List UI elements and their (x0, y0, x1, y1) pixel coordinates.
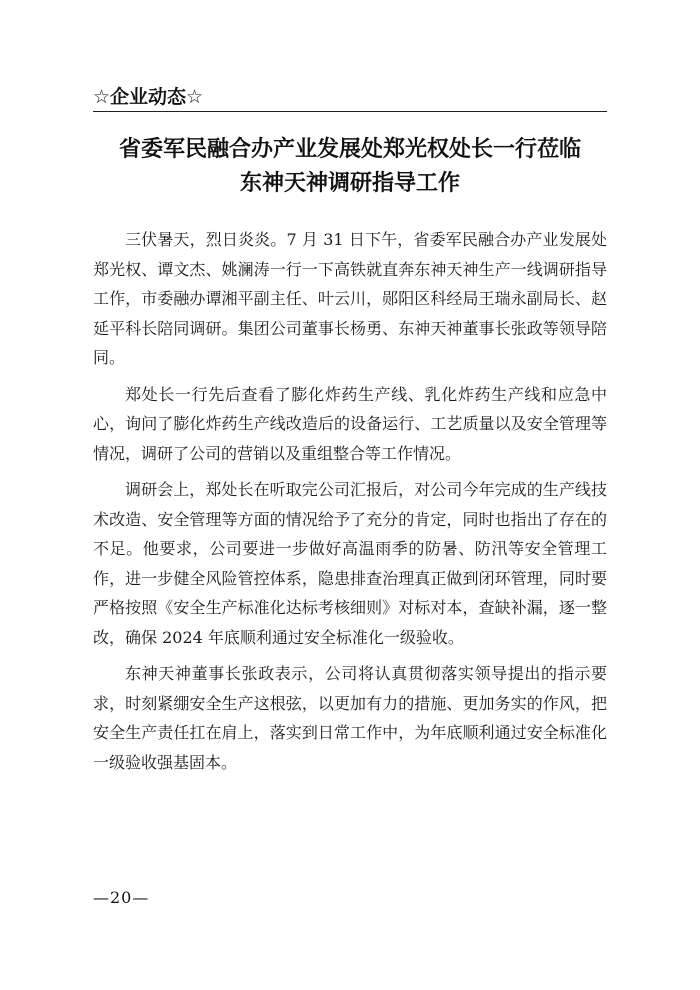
paragraph-3: 调研会上，郑处长在听取完公司汇报后，对公司今年完成的生产线技术改造、安全管理等方面的情况给予了充分的肯定，同时也指出了存在的不足。他要求，公司要进一步做好高温雨季的防暑、防汛等安全管理工作，进一步健全风险管控体系，隐患排查治理真正做到闭环管理，同时要严格按照《安全生产标准化达标考核细则》对标对本，查缺补漏，逐一整改，确保 2024 年底顺利通过安全标准化一级验收。 (93, 480, 607, 647)
page-number: —20— (93, 888, 150, 907)
article-title-line-1: 省委军民融合办产业发展处郑光权处长一行莅临 (118, 137, 581, 162)
paragraph-2: 郑处长一行先后查看了膨化炸药生产线、乳化炸药生产线和应急中心，询问了膨化炸药生产线改造后的设备运行、工艺质量以及安全管理等情况，调研了公司的营销以及重组整合等工作情况。 (93, 384, 607, 463)
article-title (93, 133, 607, 201)
paragraph-4: 东神天神董事长张政表示，公司将认真贯彻落实领导提出的指示要求，时刻紧绷安全生产这根弦，以更加有力的措施、更加务实的作风，把安全生产责任扛在肩上，落实到日常工作中，为年底顺利通过安全标准化一级验收强基固本。 (93, 664, 607, 772)
paragraph-1: 三伏暑天，烈日炎炎。7 月 31 日下午，省委军民融合办产业发展处郑光权、谭文杰、姚澜涛一行一下高铁就直奔东神天神生产一线调研指导工作，市委融办谭湘平副主任、叶云川，郧阳区科经局王瑞永副局长、赵延平科长陪同调研。集团公司董事长杨勇、东神天神董事长张政等领导陪同。 (93, 230, 607, 367)
section-header: ☆企业动态☆ (93, 86, 204, 108)
article-body (93, 225, 607, 784)
article-title-line-2: 东神天神调研指导工作 (239, 171, 460, 196)
header-divider (93, 111, 607, 112)
